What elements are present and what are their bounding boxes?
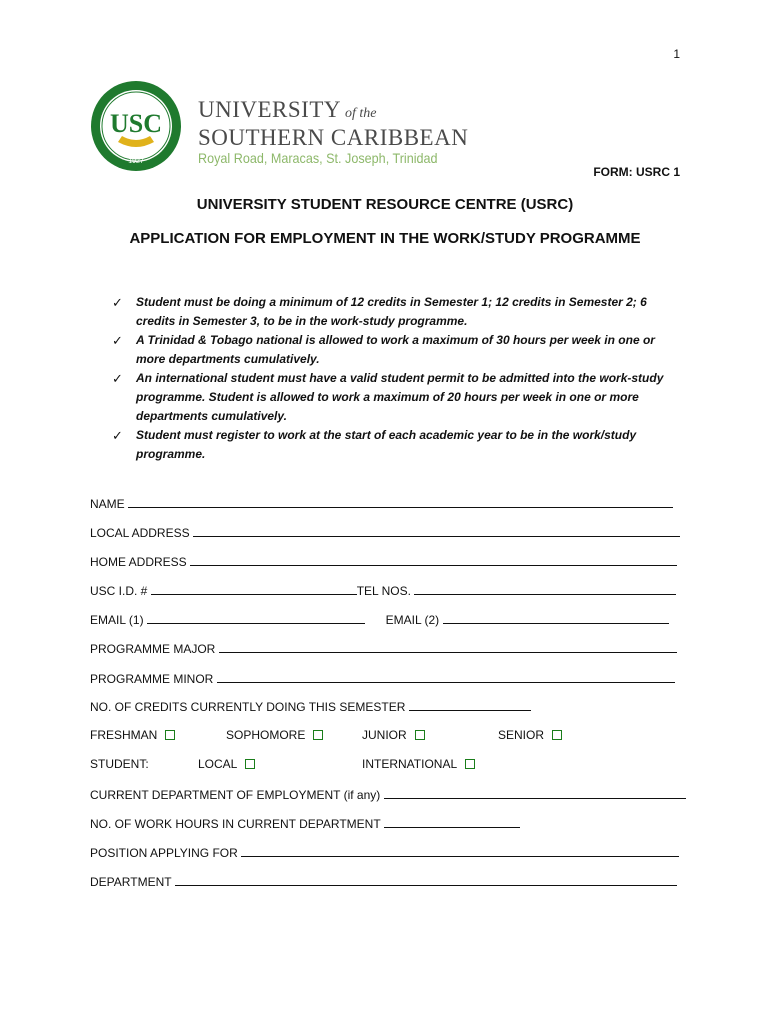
programme-minor-input-line[interactable] [217, 670, 675, 683]
student-type-label: STUDENT: [90, 757, 149, 771]
checkmark-icon: ✓ [112, 371, 123, 386]
email1-input-line[interactable] [147, 611, 365, 624]
home-address-label: HOME ADDRESS [90, 555, 187, 569]
freshman-checkbox[interactable] [165, 730, 175, 740]
requirements-list [112, 293, 672, 464]
credits-field [90, 698, 531, 714]
university-seal-icon [90, 80, 182, 172]
tel-nos-input-line[interactable] [414, 582, 676, 595]
option-international [362, 757, 475, 771]
senior-checkbox[interactable] [552, 730, 562, 740]
local-address-field [90, 524, 680, 540]
checkmark-icon: ✓ [112, 428, 123, 443]
usc-id-label: USC I.D. # [90, 584, 148, 598]
department-field [90, 873, 677, 889]
university-name [198, 98, 468, 150]
credits-input-line[interactable] [409, 698, 531, 711]
seal-initials: USC [109, 109, 163, 138]
position-field [90, 844, 679, 860]
requirement-item [112, 331, 672, 369]
senior-label: SENIOR [498, 728, 545, 742]
option-senior [498, 728, 562, 742]
name-label: NAME [90, 497, 125, 511]
position-input-line[interactable] [241, 844, 679, 857]
option-freshman [90, 728, 175, 742]
requirement-text: Student must be doing a minimum of 12 credits in Semester 1; 12 credits in Semester 2; 6 credits in Semester 3, to be in the work-study programme. [136, 295, 647, 328]
work-hours-input-line[interactable] [384, 815, 520, 828]
usc-id-field [90, 582, 676, 598]
document-subtitle: APPLICATION FOR EMPLOYMENT IN THE WORK/STUDY PROGRAMME [129, 230, 641, 247]
junior-checkbox[interactable] [415, 730, 425, 740]
international-checkbox[interactable] [465, 759, 475, 769]
local-checkbox[interactable] [245, 759, 255, 769]
position-label: POSITION APPLYING FOR [90, 846, 238, 860]
requirement-text: A Trinidad & Tobago national is allowed to work a maximum of 30 hours per week in one or more departments cumulatively. [136, 333, 655, 366]
freshman-label: FRESHMAN [90, 728, 158, 742]
requirement-item [112, 293, 672, 331]
option-junior [362, 728, 425, 742]
name-field [90, 495, 673, 511]
programme-minor-label: PROGRAMME MINOR [90, 672, 214, 686]
programme-minor-field [90, 670, 675, 686]
sophomore-label: SOPHOMORE [226, 728, 306, 742]
form-code: FORM: USRC 1 [593, 165, 680, 179]
checkmark-icon: ✓ [112, 333, 123, 348]
requirement-text: An international student must have a valid student permit to be admitted into the work-study programme. Student is allowed to work a maximum of 20 hours per week in one or more departments cumulatively. [136, 371, 664, 423]
email2-label: EMAIL (2) [385, 613, 440, 627]
seal-year: 1927 [128, 158, 144, 165]
international-label: INTERNATIONAL [362, 757, 458, 771]
home-address-input-line[interactable] [190, 553, 677, 566]
local-label: LOCAL [198, 757, 238, 771]
checkmark-icon: ✓ [112, 295, 123, 310]
junior-label: JUNIOR [362, 728, 407, 742]
university-name-line2: SOUTHERN CARIBBEAN [198, 125, 469, 150]
work-hours-label: NO. OF WORK HOURS IN CURRENT DEPARTMENT [90, 817, 381, 831]
option-local [198, 757, 255, 771]
credits-label: NO. OF CREDITS CURRENTLY DOING THIS SEMESTER [90, 700, 406, 714]
requirement-item [112, 369, 672, 426]
requirement-text: Student must register to work at the start of each academic year to be in the work/study programme. [136, 428, 637, 461]
current-department-field [90, 786, 686, 802]
work-hours-field [90, 815, 520, 831]
department-input-line[interactable] [175, 873, 677, 886]
programme-major-label: PROGRAMME MAJOR [90, 642, 216, 656]
sophomore-checkbox[interactable] [313, 730, 323, 740]
tel-nos-label: TEL NOS. [356, 584, 411, 598]
university-name-line1: UNIVERSITY [198, 97, 341, 122]
programme-major-field [90, 640, 677, 656]
email2-input-line[interactable] [443, 611, 669, 624]
usc-id-input-line[interactable] [151, 582, 357, 595]
programme-major-input-line[interactable] [219, 640, 677, 653]
university-name-of-the: of the [345, 106, 377, 121]
page-number: 1 [673, 47, 680, 61]
home-address-field [90, 553, 677, 569]
email-field [90, 611, 669, 627]
current-department-label: CURRENT DEPARTMENT OF EMPLOYMENT (if any) [90, 788, 381, 802]
name-input-line[interactable] [128, 495, 673, 508]
current-department-input-line[interactable] [384, 786, 686, 799]
local-address-label: LOCAL ADDRESS [90, 526, 190, 540]
requirement-item [112, 426, 672, 464]
document-title: UNIVERSITY STUDENT RESOURCE CENTRE (USRC) [196, 196, 574, 213]
option-sophomore [226, 728, 323, 742]
local-address-input-line[interactable] [193, 524, 680, 537]
email1-label: EMAIL (1) [90, 613, 144, 627]
university-address: Royal Road, Maracas, St. Joseph, Trinidad [198, 150, 438, 166]
university-logo [90, 80, 490, 172]
department-label: DEPARTMENT [90, 875, 172, 889]
